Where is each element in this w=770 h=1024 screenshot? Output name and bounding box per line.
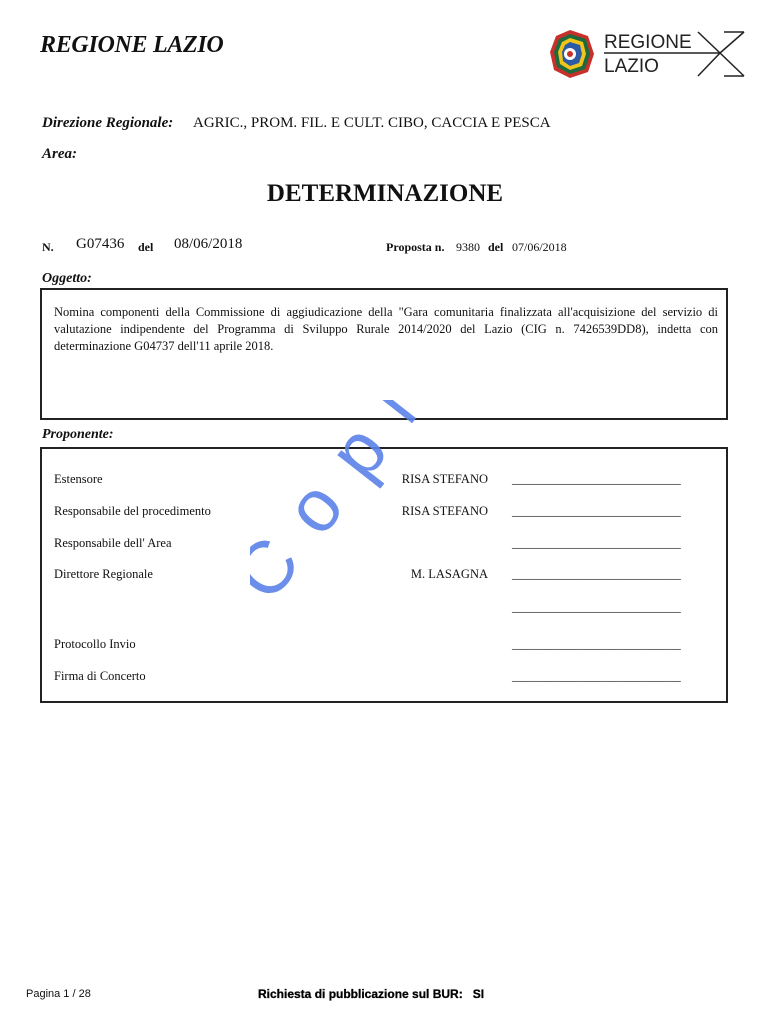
signature-line: ___________________________	[512, 504, 681, 518]
page-title: REGIONE LAZIO	[40, 32, 224, 58]
signature-line: ___________________________	[512, 567, 681, 581]
bur-label: Richiesta di pubblicazione sul BUR:	[258, 987, 463, 1001]
regione-lazio-logo	[548, 26, 748, 82]
row-label-responsabile-area: Responsabile dell' Area	[54, 536, 172, 550]
document-number: G07436	[76, 236, 125, 252]
row-name-direttore-regionale: M. LASAGNA	[410, 567, 488, 581]
bur-request	[258, 987, 484, 1001]
svg-text:LAZIO: LAZIO	[604, 56, 659, 77]
svg-text:REGIONE: REGIONE	[604, 32, 692, 53]
signature-line: ___________________________	[512, 637, 681, 651]
document-date: 08/06/2018	[174, 236, 243, 252]
row-label-estensore: Estensore	[54, 472, 103, 486]
row-name-responsabile-procedimento: RISA STEFANO	[401, 504, 488, 518]
proposta-label: Proposta n.	[386, 240, 445, 254]
row-name-estensore: RISA STEFANO	[401, 472, 488, 486]
row-label-protocollo-invio: Protocollo Invio	[54, 637, 136, 651]
svg-text:Copia: Copia	[250, 400, 495, 615]
number-label: N.	[42, 240, 54, 254]
row-label-responsabile-procedimento: Responsabile del procedimento	[54, 504, 211, 518]
oggetto-label: Oggetto:	[42, 271, 92, 286]
oggetto-text: Nomina componenti della Commissione di aggiudicazione della "Gara comunitaria finalizzata all'acquisizione del servizio di valutazione indipendente del Programma di Sviluppo Rurale 2014/2020 del Lazio (CIG n. 7426539DD8), indetta con determinazione G04737 dell'11 aprile 2018.	[54, 305, 718, 353]
area-label: Area:	[42, 146, 77, 162]
page-number: Pagina 1 / 28	[26, 988, 91, 1000]
signature-line: ___________________________	[512, 472, 681, 486]
bur-value: SI	[472, 987, 485, 1001]
signature-line: ___________________________	[512, 669, 681, 683]
signature-line: ___________________________	[512, 600, 681, 614]
direzione-label: Direzione Regionale:	[42, 115, 174, 131]
proposta-date: 07/06/2018	[512, 240, 567, 254]
proposta-number: 9380	[456, 240, 480, 254]
proponente-label: Proponente:	[42, 427, 114, 442]
copia-watermark	[250, 400, 570, 630]
row-label-direttore-regionale: Direttore Regionale	[54, 567, 153, 581]
logo-emblem-icon	[548, 26, 748, 82]
row-label-firma-concerto: Firma di Concerto	[54, 669, 146, 683]
document-heading: DETERMINAZIONE	[266, 180, 504, 207]
proposta-del-label: del	[488, 240, 504, 254]
direzione-value: AGRIC., PROM. FIL. E CULT. CIBO, CACCIA E PESCA	[193, 115, 551, 131]
signature-line: ___________________________	[512, 536, 681, 550]
del-label: del	[138, 240, 154, 254]
